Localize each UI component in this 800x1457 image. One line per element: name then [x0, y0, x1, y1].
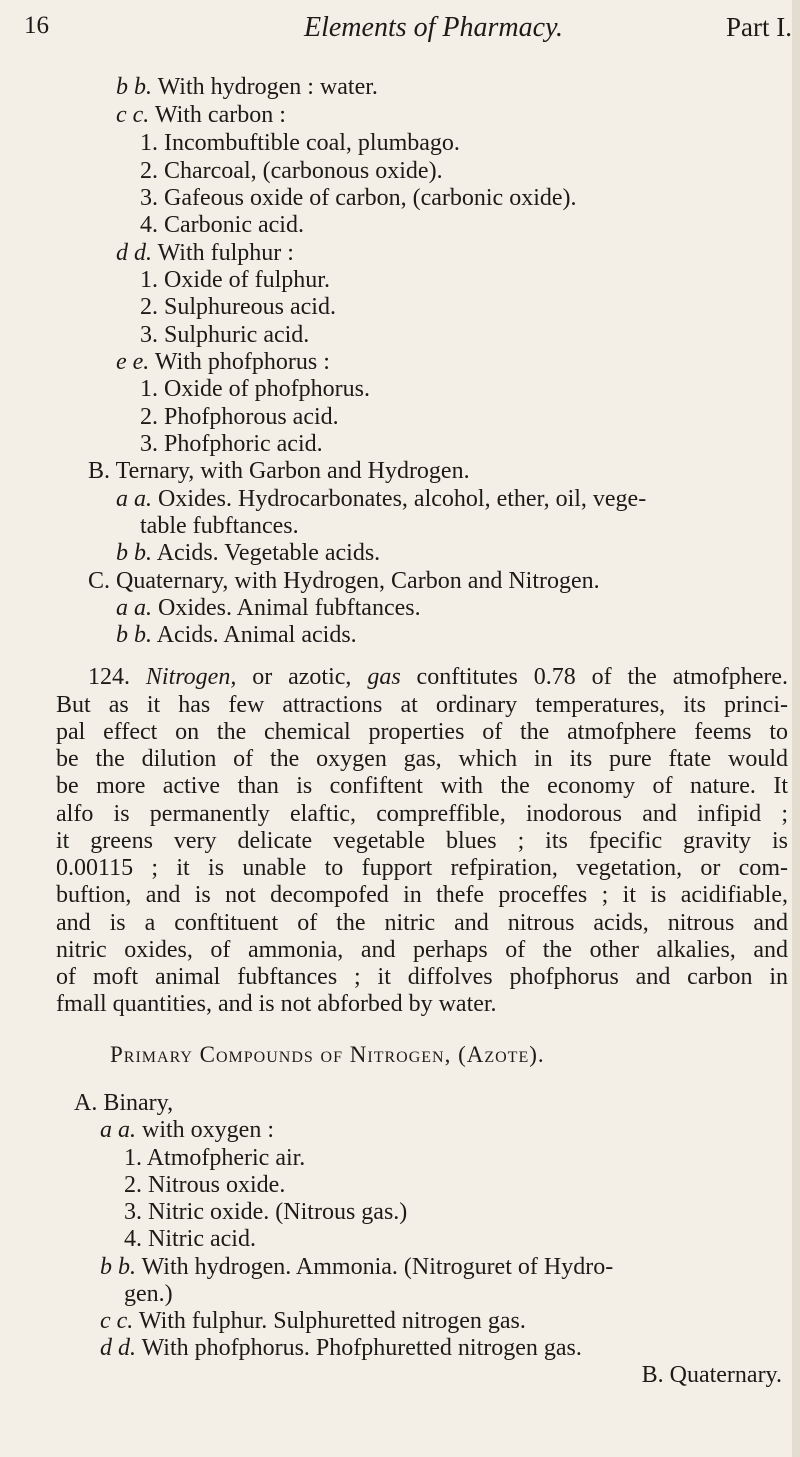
list-item — [140, 429, 323, 459]
list-label: 2. — [140, 404, 158, 430]
list-text: Nitric acid. — [148, 1226, 256, 1252]
list-label: e e. — [116, 349, 150, 375]
list-item — [116, 593, 421, 623]
list-label: 2. — [124, 1172, 142, 1198]
paragraph-line: alfo is permanently elaftic, compreffible, inodorous and infipid ; — [56, 801, 788, 827]
list-item — [116, 484, 646, 514]
list-text: With fulphur. Sulphuretted nitrogen gas. — [138, 1308, 526, 1334]
list-label: 3. — [140, 322, 158, 348]
list-text: Phofphoric acid. — [164, 431, 323, 457]
paragraph-line: But as it has few attractions at ordinary temperatures, its princi- — [56, 692, 788, 718]
list-label: c c. — [100, 1308, 134, 1334]
list-item — [124, 1279, 173, 1309]
list-label: 1. — [140, 130, 158, 156]
list-item — [140, 292, 336, 322]
list-text: Sulphuric acid. — [164, 322, 310, 348]
list-label: A. — [74, 1090, 98, 1116]
list-item — [116, 620, 357, 650]
list-text: Ternary, with Garbon and Hydrogen. — [115, 458, 470, 484]
catchword: B. Quaternary. — [641, 1362, 782, 1388]
list-text: Phofphorous acid. — [164, 404, 339, 430]
list-item — [100, 1115, 274, 1145]
list-item — [140, 402, 339, 432]
list-item — [140, 210, 304, 240]
list-item — [116, 72, 378, 102]
paragraph-line: fmall quantities, and is not abforbed by water. — [56, 991, 497, 1017]
list-text: table fubftances. — [140, 513, 299, 539]
list-item — [116, 538, 380, 568]
paragraph-line: nitric oxides, of ammonia, and perhaps of the other alkalies, and — [56, 937, 788, 963]
list-text: Sulphureous acid. — [164, 294, 336, 320]
section-heading: Primary Compounds of Nitrogen, (Azote). — [110, 1042, 545, 1067]
list-text: with oxygen : — [142, 1117, 274, 1143]
list-label: d d. — [116, 240, 152, 266]
paragraph-line: buftion, and is not decompofed in thefe proceffes ; it is acidifiable, — [56, 882, 788, 908]
list-item — [140, 183, 577, 213]
paragraph-lead: or azotic, — [252, 664, 352, 690]
list-item — [140, 511, 299, 541]
list-item — [100, 1333, 582, 1363]
list-label: B. — [88, 458, 111, 484]
list-item — [88, 456, 470, 486]
list-text: With phofphorus. Phofphuretted nitrogen gas. — [141, 1335, 582, 1361]
list-text: gen.) — [124, 1281, 173, 1307]
list-item — [100, 1252, 613, 1282]
list-text: Binary, — [103, 1090, 174, 1116]
list-text: Nitric oxide. (Nitrous gas.) — [148, 1199, 408, 1225]
list-text: Nitrous oxide. — [148, 1172, 286, 1198]
list-text: With hydrogen : water. — [157, 74, 378, 100]
list-item — [124, 1197, 407, 1227]
page-number: 16 — [24, 12, 49, 39]
paragraph-line: and is a conftituent of the nitric and nitrous acids, nitrous and — [56, 910, 788, 936]
list-label: c c. — [116, 102, 150, 128]
list-item — [100, 1306, 526, 1336]
list-text: Oxides. Hydrocarbonates, alcohol, ether, oil, vege- — [158, 486, 647, 512]
list-text: Quaternary, with Hydrogen, Carbon and Nitrogen. — [116, 568, 600, 594]
list-label: 4. — [140, 212, 158, 238]
list-item — [116, 238, 294, 268]
paragraph-line: pal effect on the chemical properties of the atmofphere feems to — [56, 719, 788, 745]
list-text: With fulphur : — [157, 240, 294, 266]
list-label: a a. — [100, 1117, 136, 1143]
list-label: b b. — [100, 1254, 136, 1280]
list-label: 2. — [140, 158, 158, 184]
list-text: Charcoal, (carbonous oxide). — [164, 158, 443, 184]
list-text: Incombuftible coal, plumbago. — [164, 130, 460, 156]
list-text: Oxide of fulphur. — [164, 267, 330, 293]
paragraph-line: be the dilution of the oxygen gas, which in its pure ftate would — [56, 746, 788, 772]
list-text: With carbon : — [154, 102, 286, 128]
list-item — [140, 156, 443, 186]
list-item — [124, 1224, 256, 1254]
page-edge — [792, 0, 800, 1457]
list-label: d d. — [100, 1335, 136, 1361]
list-label: b b. — [116, 540, 152, 566]
paragraph-line — [88, 662, 788, 692]
list-label: 3. — [124, 1199, 142, 1225]
paragraph-line: 0.00115 ; it is unable to fupport refpiration, vegetation, or com- — [56, 855, 788, 881]
list-label: C. — [88, 568, 111, 594]
paragraph-line: it greens very delicate vegetable blues ; its fpecific gravity is — [56, 828, 788, 854]
list-label: a a. — [116, 595, 152, 621]
list-text: Gafeous oxide of carbon, (carbonic oxide). — [164, 185, 577, 211]
list-label: 3. — [140, 185, 158, 211]
list-label: 2. — [140, 294, 158, 320]
list-label: 1. — [140, 376, 158, 402]
part-label: Part I. — [726, 12, 792, 42]
list-text: With hydrogen. Ammonia. (Nitroguret of Hydro- — [141, 1254, 614, 1280]
list-text: Oxides. Animal fubftances. — [158, 595, 421, 621]
list-item — [88, 566, 600, 596]
list-item — [140, 320, 309, 350]
running-title: Elements of Pharmacy. — [304, 12, 563, 43]
paragraph-line: be more active than is confiftent with the economy of nature. It — [56, 773, 788, 799]
paragraph-term: Nitrogen, — [145, 664, 237, 690]
list-text: Atmofpheric air. — [146, 1145, 306, 1171]
list-item — [140, 265, 330, 295]
list-text: Oxide of phofphorus. — [164, 376, 370, 402]
list-item — [140, 374, 370, 404]
paragraph-gas: gas — [367, 664, 401, 690]
list-item — [116, 100, 286, 130]
paragraph-line1-rest: conftitutes 0.78 of the atmofphere. — [416, 664, 789, 690]
list-text: Carbonic acid. — [164, 212, 304, 238]
list-text: Acids. Vegetable acids. — [156, 540, 381, 566]
list-label: b b. — [116, 622, 152, 648]
list-label: 1. — [140, 267, 158, 293]
list-text: Acids. Animal acids. — [156, 622, 357, 648]
list-label: a a. — [116, 486, 152, 512]
list-item — [74, 1088, 173, 1118]
list-label: 1. — [124, 1145, 142, 1171]
list-label: 4. — [124, 1226, 142, 1252]
list-item — [124, 1143, 305, 1173]
running-header — [24, 12, 792, 52]
list-label: b b. — [116, 74, 152, 100]
paragraph-number: 124. — [88, 664, 130, 690]
paragraph-line: of moft animal fubftances ; it diffolves phofphorus and carbon in — [56, 964, 788, 990]
list-item — [140, 128, 460, 158]
list-label: 3. — [140, 431, 158, 457]
list-item — [124, 1170, 285, 1200]
list-item — [116, 347, 330, 377]
list-text: With phofphorus : — [154, 349, 330, 375]
